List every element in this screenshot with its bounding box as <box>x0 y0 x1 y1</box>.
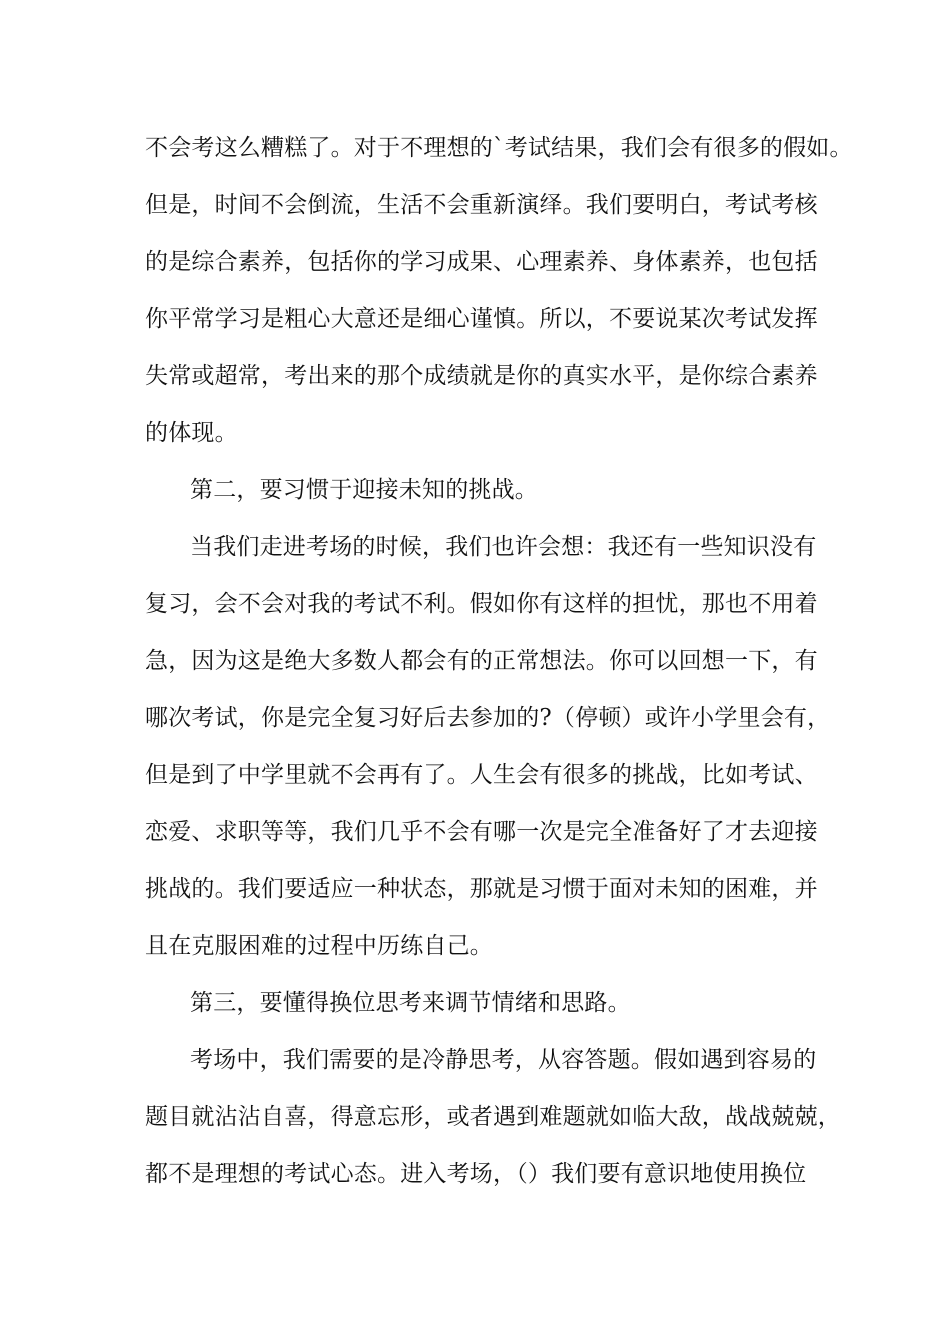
text-line-12: 但是到了中学里就不会再有了。人生会有很多的挑战，比如考试、 <box>145 762 818 788</box>
text-line-8: 当我们走进考场的时候，我们也许会想：我还有一些知识没有 <box>190 534 817 560</box>
text-line-13: 恋爱、求职等等，我们几乎不会有哪一次是完全准备好了才去迎接 <box>145 819 818 845</box>
text-line-2: 但是，时间不会倒流，生活不会重新演绎。我们要明白，考试考核 <box>145 192 818 218</box>
text-line-15: 且在克服困难的过程中历练自己。 <box>145 933 493 959</box>
text-line-1: 不会考这么糟糕了。对于不理想的`考试结果，我们会有很多的假如。 <box>145 135 853 161</box>
text-line-17: 考场中，我们需要的是冷静思考，从容答题。假如遇到容易的 <box>190 1047 817 1073</box>
text-line-9: 复习，会不会对我的考试不利。假如你有这样的担忧，那也不用着 <box>145 591 818 617</box>
text-line-6: 的体现。 <box>145 420 238 446</box>
section-heading-3: 第三，要懂得换位思考来调节情绪和思路。 <box>190 990 631 1016</box>
text-line-18: 题目就沾沾自喜，得意忘形，或者遇到难题就如临大敌，战战兢兢， <box>145 1104 841 1130</box>
text-line-14: 挑战的。我们要适应一种状态，那就是习惯于面对未知的困难，并 <box>145 876 818 902</box>
text-line-4: 你平常学习是粗心大意还是细心谨慎。所以，不要说某次考试发挥 <box>145 306 818 332</box>
text-line-11: 哪次考试，你是完全复习好后去参加的?（停顿）或许小学里会有， <box>145 705 831 731</box>
section-heading-2: 第二，要习惯于迎接未知的挑战。 <box>190 477 538 503</box>
text-line-3: 的是综合素养，包括你的学习成果、心理素养、身体素养，也包括 <box>145 249 818 275</box>
text-line-10: 急，因为这是绝大多数人都会有的正常想法。你可以回想一下，有 <box>145 648 818 674</box>
text-line-5: 失常或超常，考出来的那个成绩就是你的真实水平，是你综合素养 <box>145 363 818 389</box>
text-line-19: 都不是理想的考试心态。进入考场，（）我们要有意识地使用换位 <box>145 1161 807 1187</box>
